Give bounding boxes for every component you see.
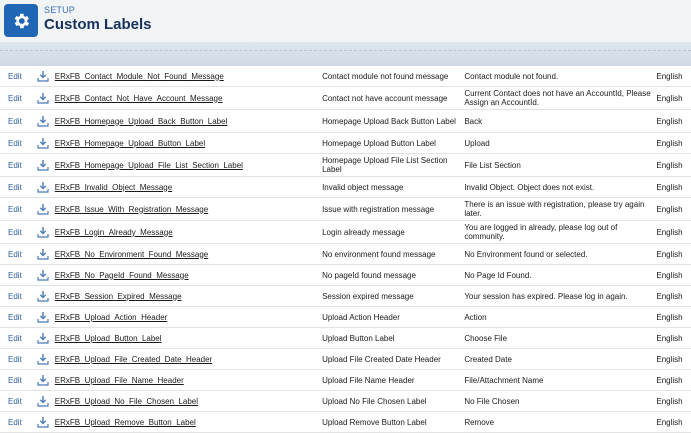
edit-link[interactable]: Edit xyxy=(8,249,22,259)
language-cell: English xyxy=(654,198,691,221)
label-name-cell xyxy=(51,391,320,412)
language-cell: English xyxy=(654,328,691,349)
edit-link[interactable]: Edit xyxy=(8,93,22,103)
edit-cell xyxy=(0,87,37,110)
value-cell: There is an issue with registration, please try again later. xyxy=(462,198,654,221)
edit-cell xyxy=(0,133,37,154)
table-row xyxy=(0,66,691,87)
label-name-cell xyxy=(51,133,320,154)
download-icon-cell xyxy=(37,198,51,221)
download-icon[interactable] xyxy=(37,332,49,344)
edit-cell xyxy=(0,177,37,198)
table-row xyxy=(0,412,691,433)
value-cell: Action xyxy=(462,307,654,328)
download-icon-cell xyxy=(37,87,51,110)
download-icon[interactable] xyxy=(37,290,49,302)
value-cell: File/Attachment Name xyxy=(462,370,654,391)
table-row xyxy=(0,265,691,286)
edit-cell xyxy=(0,265,37,286)
download-icon-cell xyxy=(37,66,51,87)
edit-link[interactable]: Edit xyxy=(8,204,22,214)
table-row xyxy=(0,370,691,391)
label-name-cell xyxy=(51,221,320,244)
download-icon[interactable] xyxy=(37,353,49,365)
edit-cell xyxy=(0,349,37,370)
short-description-cell: Login already message xyxy=(320,221,462,244)
label-name-cell xyxy=(51,110,320,133)
table-row xyxy=(0,328,691,349)
value-cell: Your session has expired. Please log in again. xyxy=(462,286,654,307)
table-row xyxy=(0,110,691,133)
label-name-link[interactable]: ERxFB_Login_Already_Message xyxy=(54,227,173,237)
table-row xyxy=(0,198,691,221)
language-cell: English xyxy=(654,177,691,198)
short-description-cell: Upload Button Label xyxy=(320,328,462,349)
language-cell: English xyxy=(654,286,691,307)
label-name-cell xyxy=(51,370,320,391)
download-icon-cell xyxy=(37,244,51,265)
short-description-cell: Upload File Name Header xyxy=(320,370,462,391)
value-cell: Current Contact does not have an AccountId, Please Assign an AccountId. xyxy=(462,87,654,110)
label-name-link[interactable]: ERxFB_Upload_Remove_Button_Label xyxy=(54,417,196,427)
download-icon-cell xyxy=(37,265,51,286)
value-cell: Created Date xyxy=(462,349,654,370)
gear-icon xyxy=(4,4,38,37)
download-icon-cell xyxy=(37,412,51,433)
download-icon[interactable] xyxy=(37,416,49,428)
download-icon-cell xyxy=(37,221,51,244)
edit-cell xyxy=(0,221,37,244)
language-cell: English xyxy=(654,110,691,133)
label-name-cell xyxy=(51,412,320,433)
label-name-link[interactable]: ERxFB_Issue_With_Registration_Message xyxy=(54,204,209,214)
page-header xyxy=(0,0,691,42)
download-icon[interactable] xyxy=(37,137,49,149)
band-divider xyxy=(0,50,691,51)
value-cell: Contact module not found. xyxy=(462,66,654,87)
short-description-cell: No environment found message xyxy=(320,244,462,265)
edit-link[interactable]: Edit xyxy=(8,116,22,126)
short-description-cell: Upload No File Chosen Label xyxy=(320,391,462,412)
page-title: Custom Labels xyxy=(44,16,152,33)
short-description-cell: Upload File Created Date Header xyxy=(320,349,462,370)
value-cell: Invalid Object. Object does not exist. xyxy=(462,177,654,198)
edit-link[interactable]: Edit xyxy=(8,71,22,81)
label-name-link[interactable]: ERxFB_Upload_File_Name_Header xyxy=(54,375,184,385)
short-description-cell: No pageId found message xyxy=(320,265,462,286)
download-icon[interactable] xyxy=(37,248,49,260)
value-cell: No Page Id Found. xyxy=(462,265,654,286)
download-icon-cell xyxy=(37,391,51,412)
label-name-cell xyxy=(51,87,320,110)
table-row xyxy=(0,349,691,370)
value-cell: File List Section xyxy=(462,154,654,177)
download-icon-cell xyxy=(37,154,51,177)
label-name-link[interactable]: ERxFB_Homepage_Upload_File_List_Section_Label xyxy=(54,160,243,170)
label-name-link[interactable]: ERxFB_Upload_Action_Header xyxy=(54,312,168,322)
edit-link[interactable]: Edit xyxy=(8,291,22,301)
label-name-link[interactable]: ERxFB_Session_Expired_Message xyxy=(54,291,182,301)
table-row xyxy=(0,244,691,265)
edit-link[interactable]: Edit xyxy=(8,354,22,364)
short-description-cell: Session expired message xyxy=(320,286,462,307)
label-name-cell xyxy=(51,177,320,198)
edit-cell xyxy=(0,412,37,433)
download-icon[interactable] xyxy=(37,181,49,193)
table-row xyxy=(0,87,691,110)
short-description-cell: Contact not have account message xyxy=(320,87,462,110)
custom-labels-table-wrap xyxy=(0,66,691,427)
language-cell: English xyxy=(654,133,691,154)
download-icon-cell xyxy=(37,133,51,154)
label-name-cell xyxy=(51,66,320,87)
table-row xyxy=(0,154,691,177)
download-icon-cell xyxy=(37,110,51,133)
label-name-cell xyxy=(51,307,320,328)
short-description-cell: Invalid object message xyxy=(320,177,462,198)
download-icon[interactable] xyxy=(37,374,49,386)
table-row xyxy=(0,133,691,154)
breadcrumb[interactable]: SETUP xyxy=(44,5,76,15)
label-name-cell xyxy=(51,328,320,349)
label-name-cell xyxy=(51,244,320,265)
download-icon[interactable] xyxy=(37,226,49,238)
label-name-link[interactable]: ERxFB_Contact_Not_Have_Account_Message xyxy=(54,93,223,103)
edit-cell xyxy=(0,391,37,412)
edit-link[interactable]: Edit xyxy=(8,227,22,237)
download-icon[interactable] xyxy=(37,269,49,281)
short-description-cell: Homepage Upload Back Button Label xyxy=(320,110,462,133)
language-cell: English xyxy=(654,307,691,328)
edit-cell xyxy=(0,198,37,221)
edit-cell xyxy=(0,370,37,391)
download-icon-cell xyxy=(37,349,51,370)
label-name-cell xyxy=(51,154,320,177)
label-name-link[interactable]: ERxFB_Contact_Module_Not_Found_Message xyxy=(54,71,224,81)
language-cell: English xyxy=(654,349,691,370)
language-cell: English xyxy=(654,412,691,433)
download-icon-cell xyxy=(37,177,51,198)
value-cell: You are logged in already, please log out of community. xyxy=(462,221,654,244)
edit-link[interactable]: Edit xyxy=(8,396,22,406)
label-name-link[interactable]: ERxFB_Homepage_Upload_Button_Label xyxy=(54,138,206,148)
edit-cell xyxy=(0,154,37,177)
label-name-link[interactable]: ERxFB_Upload_File_Created_Date_Header xyxy=(54,354,213,364)
edit-cell xyxy=(0,328,37,349)
header-band xyxy=(0,42,691,66)
download-icon-cell xyxy=(37,328,51,349)
download-icon[interactable] xyxy=(37,395,49,407)
value-cell: No Environment found or selected. xyxy=(462,244,654,265)
table-row xyxy=(0,177,691,198)
custom-labels-table xyxy=(0,66,691,433)
short-description-cell: Upload Remove Button Label xyxy=(320,412,462,433)
language-cell: English xyxy=(654,391,691,412)
table-row xyxy=(0,391,691,412)
download-icon[interactable] xyxy=(37,203,49,215)
language-cell: English xyxy=(654,370,691,391)
short-description-cell: Upload Action Header xyxy=(320,307,462,328)
short-description-cell: Contact module not found message xyxy=(320,66,462,87)
edit-cell xyxy=(0,110,37,133)
edit-link[interactable]: Edit xyxy=(8,270,22,280)
edit-cell xyxy=(0,244,37,265)
edit-cell xyxy=(0,286,37,307)
label-name-cell xyxy=(51,265,320,286)
value-cell: Back xyxy=(462,110,654,133)
edit-link[interactable]: Edit xyxy=(8,375,22,385)
value-cell: Choose File xyxy=(462,328,654,349)
label-name-cell xyxy=(51,349,320,370)
edit-cell xyxy=(0,66,37,87)
download-icon-cell xyxy=(37,286,51,307)
language-cell: English xyxy=(654,87,691,110)
edit-link[interactable]: Edit xyxy=(8,333,22,343)
language-cell: English xyxy=(654,265,691,286)
table-row xyxy=(0,286,691,307)
label-name-link[interactable]: ERxFB_Invalid_Object_Message xyxy=(54,182,173,192)
language-cell: English xyxy=(654,221,691,244)
value-cell: Remove xyxy=(462,412,654,433)
label-name-cell xyxy=(51,198,320,221)
edit-link[interactable]: Edit xyxy=(8,138,22,148)
edit-link[interactable]: Edit xyxy=(8,417,22,427)
download-icon-cell xyxy=(37,370,51,391)
label-name-link[interactable]: ERxFB_No_PageId_Found_Message xyxy=(54,270,189,280)
label-name-cell xyxy=(51,286,320,307)
download-icon[interactable] xyxy=(37,92,49,104)
edit-link[interactable]: Edit xyxy=(8,160,22,170)
download-icon[interactable] xyxy=(37,70,49,82)
value-cell: Upload xyxy=(462,133,654,154)
edit-cell xyxy=(0,307,37,328)
edit-link[interactable]: Edit xyxy=(8,312,22,322)
label-name-link[interactable]: ERxFB_No_Environment_Found_Message xyxy=(54,249,209,259)
short-description-cell: Homepage Upload Button Label xyxy=(320,133,462,154)
value-cell: No File Chosen xyxy=(462,391,654,412)
label-name-link[interactable]: ERxFB_Upload_No_File_Chosen_Label xyxy=(54,396,198,406)
edit-link[interactable]: Edit xyxy=(8,182,22,192)
download-icon[interactable] xyxy=(37,311,49,323)
table-row xyxy=(0,307,691,328)
download-icon-cell xyxy=(37,307,51,328)
label-name-link[interactable]: ERxFB_Homepage_Upload_Back_Button_Label xyxy=(54,116,228,126)
short-description-cell: Homepage Upload File List Section Label xyxy=(320,154,462,177)
short-description-cell: Issue with registration message xyxy=(320,198,462,221)
language-cell: English xyxy=(654,154,691,177)
label-name-link[interactable]: ERxFB_Upload_Button_Label xyxy=(54,333,162,343)
language-cell: English xyxy=(654,244,691,265)
download-icon[interactable] xyxy=(37,115,49,127)
download-icon[interactable] xyxy=(37,159,49,171)
table-row xyxy=(0,221,691,244)
language-cell: English xyxy=(654,66,691,87)
